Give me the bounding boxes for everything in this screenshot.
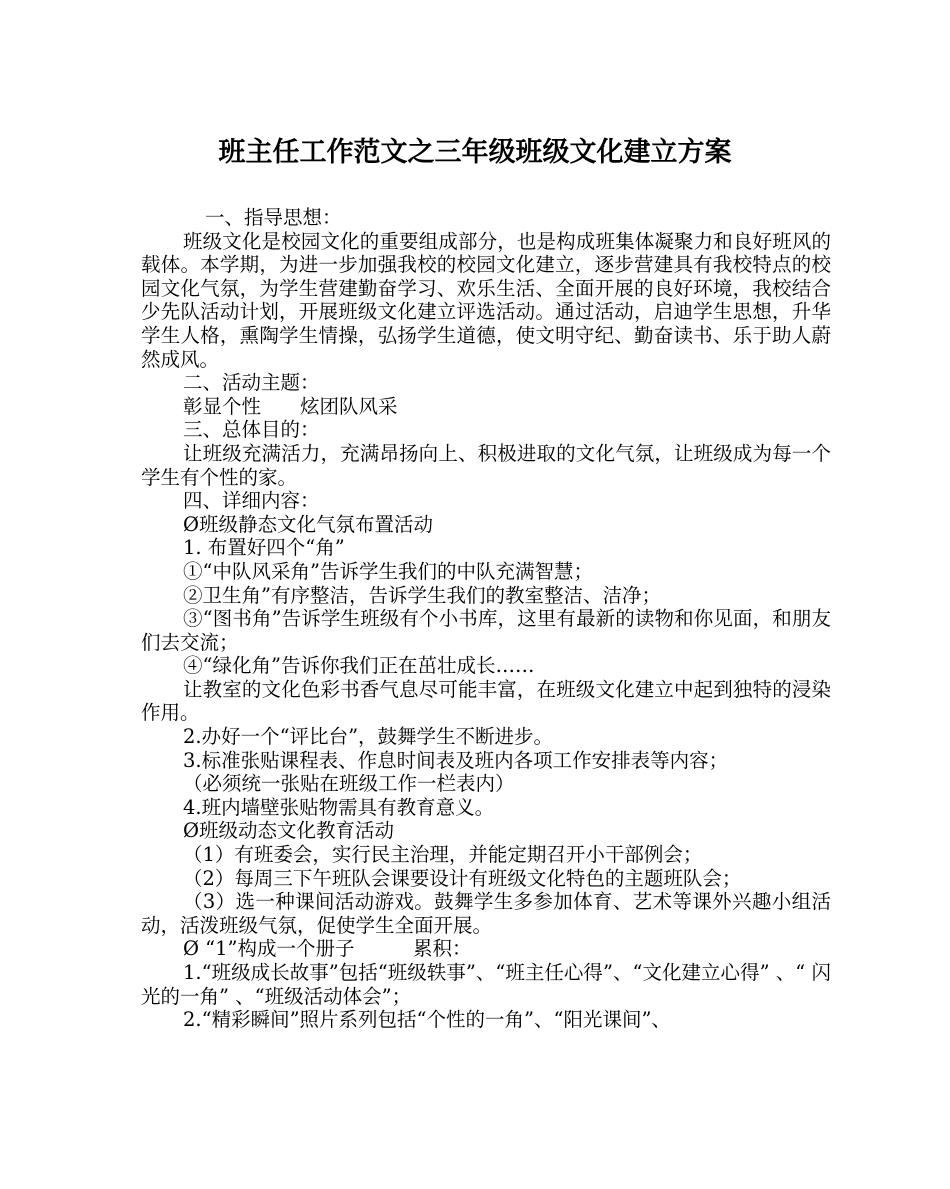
list-item: ④“绿化角”告诉你我们正在茁壮成长…… xyxy=(183,654,535,678)
list-item: ③“图书角”告诉学生班级有个小书库，这里有最新的读物和你见面，和朋友们去交流； xyxy=(141,607,831,654)
list-item: ①“中队风采角”告诉学生我们的中队充满智慧； xyxy=(183,559,593,583)
list-item: ②卫生角”有序整洁，告诉学生我们的教室整洁、洁净； xyxy=(183,583,661,607)
list-item: （1）有班委会，实行民主治理，并能定期召开小干部例会； xyxy=(183,843,703,867)
subheading-dynamic-culture: Ø班级动态文化教育活动 xyxy=(183,819,394,843)
subheading-static-culture: Ø班级静态文化气氛布置活动 xyxy=(183,512,433,536)
section-heading-guiding-thought: 一、指导思想： xyxy=(205,206,342,229)
list-item: 3.标准张贴课程表、作息时间表及班内各项工作安排表等内容； xyxy=(183,748,729,772)
list-item: 1.“班级成长故事”包括“班级轶事”、“班主任心得”、“文化建立心得” 、“ 闪光的一角” 、“班级活动体会”； xyxy=(141,961,831,1008)
list-item: 2.办好一个“评比台”，鼓舞学生不断进步。 xyxy=(183,725,554,749)
section-heading-content: 四、详细内容： xyxy=(183,489,320,513)
list-item: 1. 布置好四个“角” xyxy=(183,536,345,560)
section-heading-theme: 二、活动主题： xyxy=(183,371,320,395)
list-item-note: （必须统一张贴在班级工作一栏表内） xyxy=(183,772,515,796)
paragraph-goal: 让班级充满活力，充满昂扬向上、积极进取的文化气氛，让班级成为每一个学生有个性的家。 xyxy=(141,441,831,489)
list-item: （2）每周三下午班队会课要设计有班级文化特色的主题班队会； xyxy=(183,866,742,890)
list-item: 4.班内墙壁张贴物需具有教育意义。 xyxy=(183,795,495,819)
document-body xyxy=(141,206,831,1032)
document-title: 班主任工作范文之三年级班级文化建立方案 xyxy=(218,137,732,168)
section-heading-goal: 三、总体目的： xyxy=(183,418,320,442)
list-item: 2.“精彩瞬间”照片系列包括“个性的一角”、“阳光课间”、 xyxy=(183,1008,671,1032)
list-item: （3）选一种课间活动游戏。鼓舞学生多参加体育、艺术等课外兴趣小组活动，活泼班级气氛，促使学生全面开展。 xyxy=(141,890,831,937)
paragraph-classroom-atmosphere: 让教室的文化色彩书香气息尽可能丰富，在班级文化建立中起到独特的浸染作用。 xyxy=(141,677,831,725)
subheading-booklet: Ø “1”构成一个册子 累积： xyxy=(183,937,472,961)
paragraph-guiding-thought: 班级文化是校园文化的重要组成部分，也是构成班集体凝聚力和良好班风的载体。本学期，为进一步加强我校的校园文化建立，逐步营建具有我校特点的校园文化气氛，为学生营建勤奋学习、欢乐生活、全面开展的良好环境，我校结合少先队活动计划，开展班级文化建立评选活动。通过活动，启迪学生思想，升华学生人格，熏陶学生情操，弘扬学生道德，使文明守纪、勤奋读书、乐于助人蔚然成风。 xyxy=(141,229,831,371)
paragraph-theme: 彰显个性 炫团队风采 xyxy=(183,394,398,418)
